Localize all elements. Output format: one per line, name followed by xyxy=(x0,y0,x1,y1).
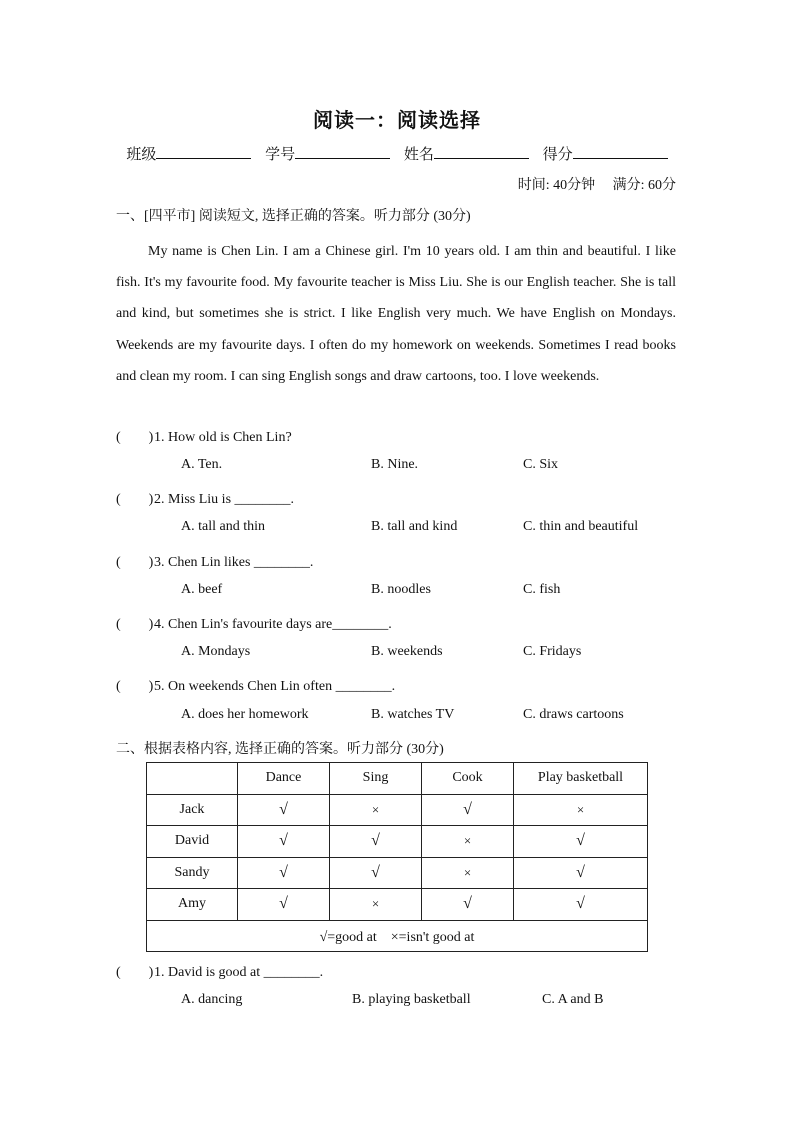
class-blank[interactable] xyxy=(156,144,251,159)
option-a[interactable]: A. beef xyxy=(181,582,223,597)
option-c[interactable]: C. draws cartoons xyxy=(523,707,624,722)
option-c[interactable]: C. Fridays xyxy=(523,644,582,659)
mark-cell: √ xyxy=(514,826,648,858)
table-header-row xyxy=(147,763,648,795)
option-a[interactable]: A. Ten. xyxy=(181,457,223,472)
header-cell: Cook xyxy=(422,763,514,795)
question-1 xyxy=(116,426,292,446)
number-field xyxy=(265,143,390,164)
header-cell: Dance xyxy=(238,763,330,795)
question-3 xyxy=(116,551,313,571)
mark-cell: √ xyxy=(330,857,422,889)
question-text: 1. David is good at ________. xyxy=(154,965,324,980)
mark-cell: √ xyxy=(514,889,648,921)
header-cell: Sing xyxy=(330,763,422,795)
class-field xyxy=(126,143,251,164)
header-cell xyxy=(147,763,238,795)
name-cell: Sandy xyxy=(147,857,238,889)
mark-cell: × xyxy=(514,794,648,826)
mark-cell: × xyxy=(330,794,422,826)
name-cell: David xyxy=(147,826,238,858)
passage-text: My name is Chen Lin. I am a Chinese girl. I'm 10 years old. I am thin and beautiful. I like fish. It's my favourite food. My favourite teacher is Miss Liu. She is our English teacher. She is tall and kind, but sometimes she is strict. I like English very much. We have English on Mondays. Weekends are my favourite days. I often do my homework on weekends. Sometimes I read books and clean my room. I can sing English songs and draw cartoons, too. I love weekends. xyxy=(116,244,676,384)
option-c[interactable]: C. Six xyxy=(523,457,559,472)
option-b[interactable]: B. Nine. xyxy=(371,457,419,472)
mark-cell: √ xyxy=(514,857,648,889)
mark-cell: √ xyxy=(422,794,514,826)
mark-cell: √ xyxy=(238,889,330,921)
mark-cell: √ xyxy=(238,826,330,858)
question-text: 1. How old is Chen Lin? xyxy=(154,430,292,445)
question-text: 4. Chen Lin's favourite days are________. xyxy=(154,617,392,632)
option-a[interactable]: A. dancing xyxy=(181,992,243,1007)
option-c[interactable]: C. thin and beautiful xyxy=(523,519,639,534)
question-4 xyxy=(116,613,392,633)
option-b[interactable]: B. weekends xyxy=(371,644,443,659)
header-cell: Play basketball xyxy=(514,763,648,795)
mark-cell: × xyxy=(330,889,422,921)
table-legend-row xyxy=(147,920,648,952)
score-blank[interactable] xyxy=(573,144,668,159)
table-row xyxy=(147,826,648,858)
question-2-1 xyxy=(116,961,323,981)
question-text: 3. Chen Lin likes ________. xyxy=(154,555,314,570)
number-label: 学号 xyxy=(265,147,296,163)
question-2 xyxy=(116,488,294,508)
option-a[interactable]: A. does her homework xyxy=(181,707,309,722)
option-a[interactable]: A. tall and thin xyxy=(181,519,265,534)
name-blank[interactable] xyxy=(434,144,529,159)
mark-cell: √ xyxy=(238,857,330,889)
option-b[interactable]: B. tall and kind xyxy=(371,519,458,534)
option-c[interactable]: C. fish xyxy=(523,582,561,597)
table-row xyxy=(147,794,648,826)
option-b[interactable]: B. watches TV xyxy=(371,707,455,722)
time-label: 时间: 40分钟 xyxy=(517,178,596,193)
name-field xyxy=(404,143,529,164)
name-label: 姓名 xyxy=(403,147,434,163)
option-b[interactable]: B. noodles xyxy=(371,582,431,597)
reading-passage xyxy=(116,236,676,392)
full-score-label: 满分: 60分 xyxy=(612,178,676,193)
table-legend: √=good at ×=isn't good at xyxy=(147,920,648,952)
table-row xyxy=(147,857,648,889)
answer-paren[interactable]: ( ) xyxy=(116,617,154,632)
abilities-table xyxy=(146,762,648,952)
option-c[interactable]: C. A and B xyxy=(542,992,604,1007)
answer-paren[interactable]: ( ) xyxy=(116,965,154,980)
page-title: 阅读一：阅读选择 xyxy=(313,110,481,132)
score-label: 得分 xyxy=(542,147,573,163)
time-info xyxy=(504,174,676,194)
answer-paren[interactable]: ( ) xyxy=(116,679,154,694)
student-info-line xyxy=(0,143,794,164)
option-a[interactable]: A. Mondays xyxy=(181,644,251,659)
number-blank[interactable] xyxy=(295,144,390,159)
mark-cell: × xyxy=(422,826,514,858)
table-row xyxy=(147,889,648,921)
question-text: 5. On weekends Chen Lin often ________. xyxy=(154,679,396,694)
answer-paren[interactable]: ( ) xyxy=(116,555,154,570)
section2-heading: 二、根据表格内容, 选择正确的答案。听力部分 (30分) xyxy=(116,742,444,757)
question-text: 2. Miss Liu is ________. xyxy=(154,492,295,507)
answer-paren[interactable]: ( ) xyxy=(116,430,154,445)
mark-cell: √ xyxy=(238,794,330,826)
mark-cell: √ xyxy=(330,826,422,858)
answer-paren[interactable]: ( ) xyxy=(116,492,154,507)
option-b[interactable]: B. playing basketball xyxy=(352,992,471,1007)
name-cell: Amy xyxy=(147,889,238,921)
mark-cell: √ xyxy=(422,889,514,921)
score-field xyxy=(543,143,668,164)
question-5 xyxy=(116,675,395,695)
mark-cell: × xyxy=(422,857,514,889)
section1-heading: 一、[四平市] 阅读短文, 选择正确的答案。听力部分 (30分) xyxy=(116,209,471,224)
name-cell: Jack xyxy=(147,794,238,826)
class-label: 班级 xyxy=(126,147,157,163)
